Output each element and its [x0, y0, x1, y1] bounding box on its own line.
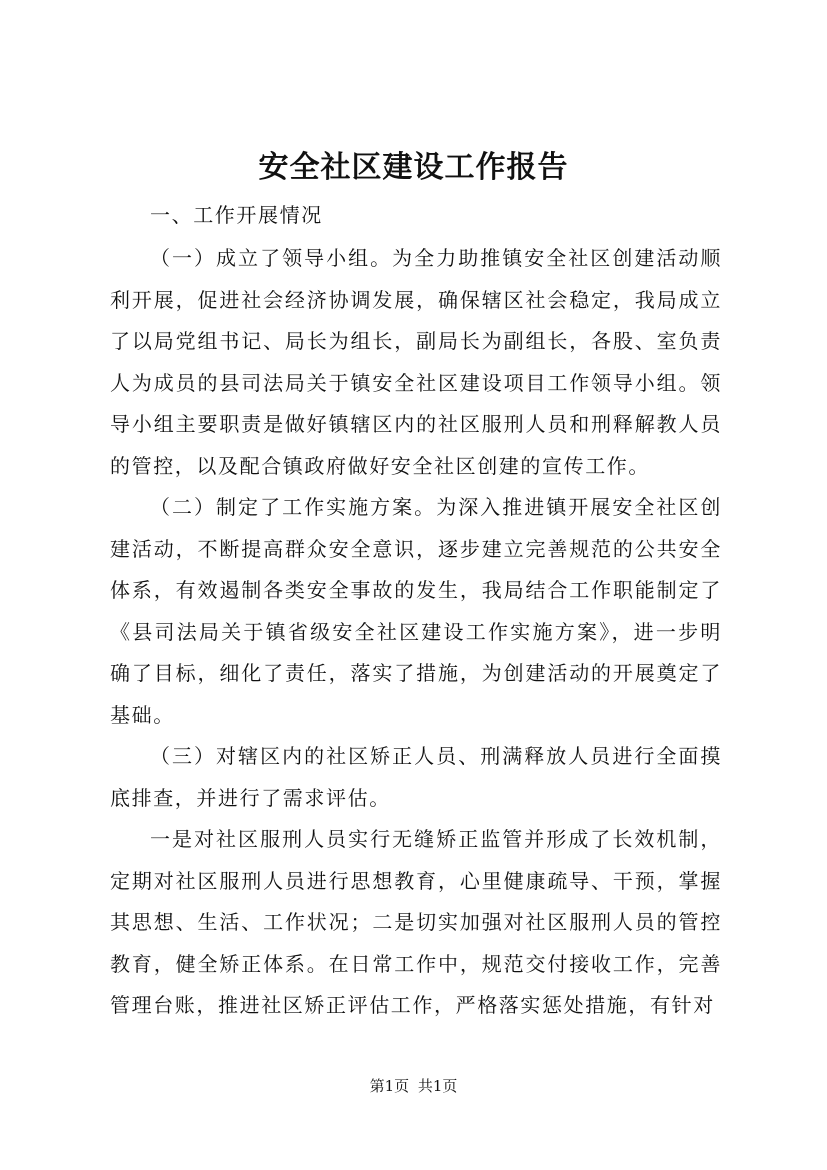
- paragraph-4: 一是对社区服刑人员实行无缝矫正监管并形成了长效机制，定期对社区服刑人员进行思想教育，心里健康疏导、干预，掌握其思想、生活、工作状况；二是切实加强对社区服刑人员的管控教育，健全矫正体系。在日常工作中，规范交付接收工作，完善管理台账，推进社区矫正评估工作，严格落实惩处措施，有针对: [110, 827, 722, 1017]
- document-body: [110, 198, 722, 1027]
- paragraph-3: （三）对辖区内的社区矫正人员、刑满释放人员进行全面摸底排查，并进行了需求评估。: [110, 744, 722, 810]
- paragraph-2: （二）制定了工作实施方案。为深入推进镇开展安全社区创建活动，不断提高群众安全意识，逐步建立完善规范的公共安全体系，有效遏制各类安全事故的发生，我局结合工作职能制定了《县司法局关于镇省级安全社区建设工作实施方案》，进一步明确了目标，细化了责任，落实了措施，为创建活动的开展奠定了基础。: [110, 495, 722, 727]
- section-heading: 一、工作开展情况: [150, 203, 323, 227]
- document-title: 安全社区建设工作报告: [258, 150, 569, 185]
- paragraph-1: （一）成立了领导小组。为全力助推镇安全社区创建活动顺利开展，促进社会经济协调发展，确保辖区社会稳定，我局成立了以局党组书记、局长为组长，副局长为副组长，各股、室负责人为成员的县司法局关于镇安全社区建设项目工作领导小组。领导小组主要职责是做好镇辖区内的社区服刑人员和刑释解教人员的管控，以及配合镇政府做好安全社区创建的宣传工作。: [110, 246, 722, 478]
- page-footer: 第1页 共1页: [369, 1077, 458, 1095]
